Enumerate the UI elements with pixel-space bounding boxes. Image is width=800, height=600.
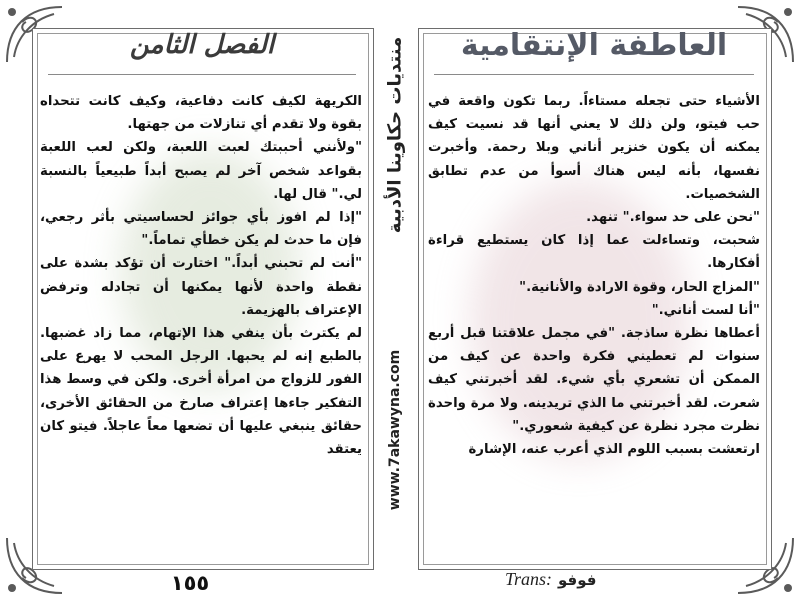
chapter-title: الفصل الثامن bbox=[129, 30, 275, 60]
title-divider-right bbox=[434, 74, 754, 75]
paragraph: أعطاها نظرة ساذجة. "في مجمل علاقتنا قبل أربع سنوات لم تعطيني فكرة واحدة عن كيف من الممكن أن تشعري بأي شيء. لقد أخبرتني كيف شعرت. لقد أخبرتني ما الذي تريدينه. ولا مرة واحدة نظرت مجرد نظرة عن كيفية شعوري." bbox=[428, 326, 760, 434]
paragraph: "إذا لم افوز بأي جوائز لحساسيتي بأثر رجعي، فإن ما حدث لم يكن خطأي تماماً." bbox=[40, 210, 362, 249]
forum-name: منتديات حكاوينا الأدبية bbox=[384, 36, 406, 234]
paragraph: لم يكترث بأن ينفي هذا الإتهام، مما زاد غضبها. بالطبع إنه لم يحبها. الرجل المحب لا يهرع على الفور للزواج من امرأة أخرى. ولكن في وسط هذا التفكير جاءها إعتراف صارخ من الحقائق الأخرى، حقائق ينبغي عليها أن تضعها معاً عاجلاً. فيتو كان يعتقد bbox=[40, 326, 362, 458]
title-divider-left bbox=[48, 74, 356, 75]
right-page-text bbox=[428, 90, 760, 461]
paragraph: شحبت، وتساءلت عما إذا كان يستطيع قراءة أفكارها. bbox=[428, 233, 760, 272]
translator-name: فوفو bbox=[558, 571, 597, 589]
paragraph: الأشياء حتى تجعله مستاءاً. ربما تكون واقعة في حب فيتو، ولن ذلك لا يعني أنها قد نسيت كيف يمكنه أن يكون خنزير أناني وبلا رحمة. وأخبرت نفسها، بأنه ليس هناك أسوأ من عدم تطابق الشخصيات. bbox=[428, 94, 760, 202]
paragraph: "ولأنني أحببتك لعبت اللعبة، ولكن لعب اللعبة بقواعد شخص آخر لم يصبح أبداً طبيعياً بالنسبة لي." قال لها. bbox=[40, 140, 362, 202]
paragraph: "نحن على حد سواء." تنهد. bbox=[586, 210, 760, 226]
paragraph: الكريهة لكيف كانت دفاعية، وكيف كانت تتحداه بقوة ولا تقدم أي تنازلات من جهتها. bbox=[40, 94, 362, 133]
paragraph: "أنت لم تحبني أبداً." اختارت أن تؤكد بشدة على نقطة واحدة لأنها يمكنها أن تجادله وترفض الإعتراف بالهزيمة. bbox=[40, 256, 362, 318]
forum-url: www.7akawyna.com bbox=[387, 349, 403, 511]
left-page-text bbox=[40, 90, 362, 461]
page-number: ١٥٥ bbox=[170, 571, 210, 595]
paragraph: "المزاج الحار، وقوة الارادة والأنانية." bbox=[519, 279, 760, 295]
translator-label: Trans: bbox=[505, 569, 553, 589]
paragraph: ارتعشت بسبب اللوم الذي أعرب عنه، الإشارة bbox=[468, 442, 760, 458]
paragraph: "أنا لست أناني." bbox=[651, 302, 760, 318]
translator-credit bbox=[505, 569, 665, 590]
book-title: العاطفة الإنتقامية bbox=[460, 28, 728, 63]
